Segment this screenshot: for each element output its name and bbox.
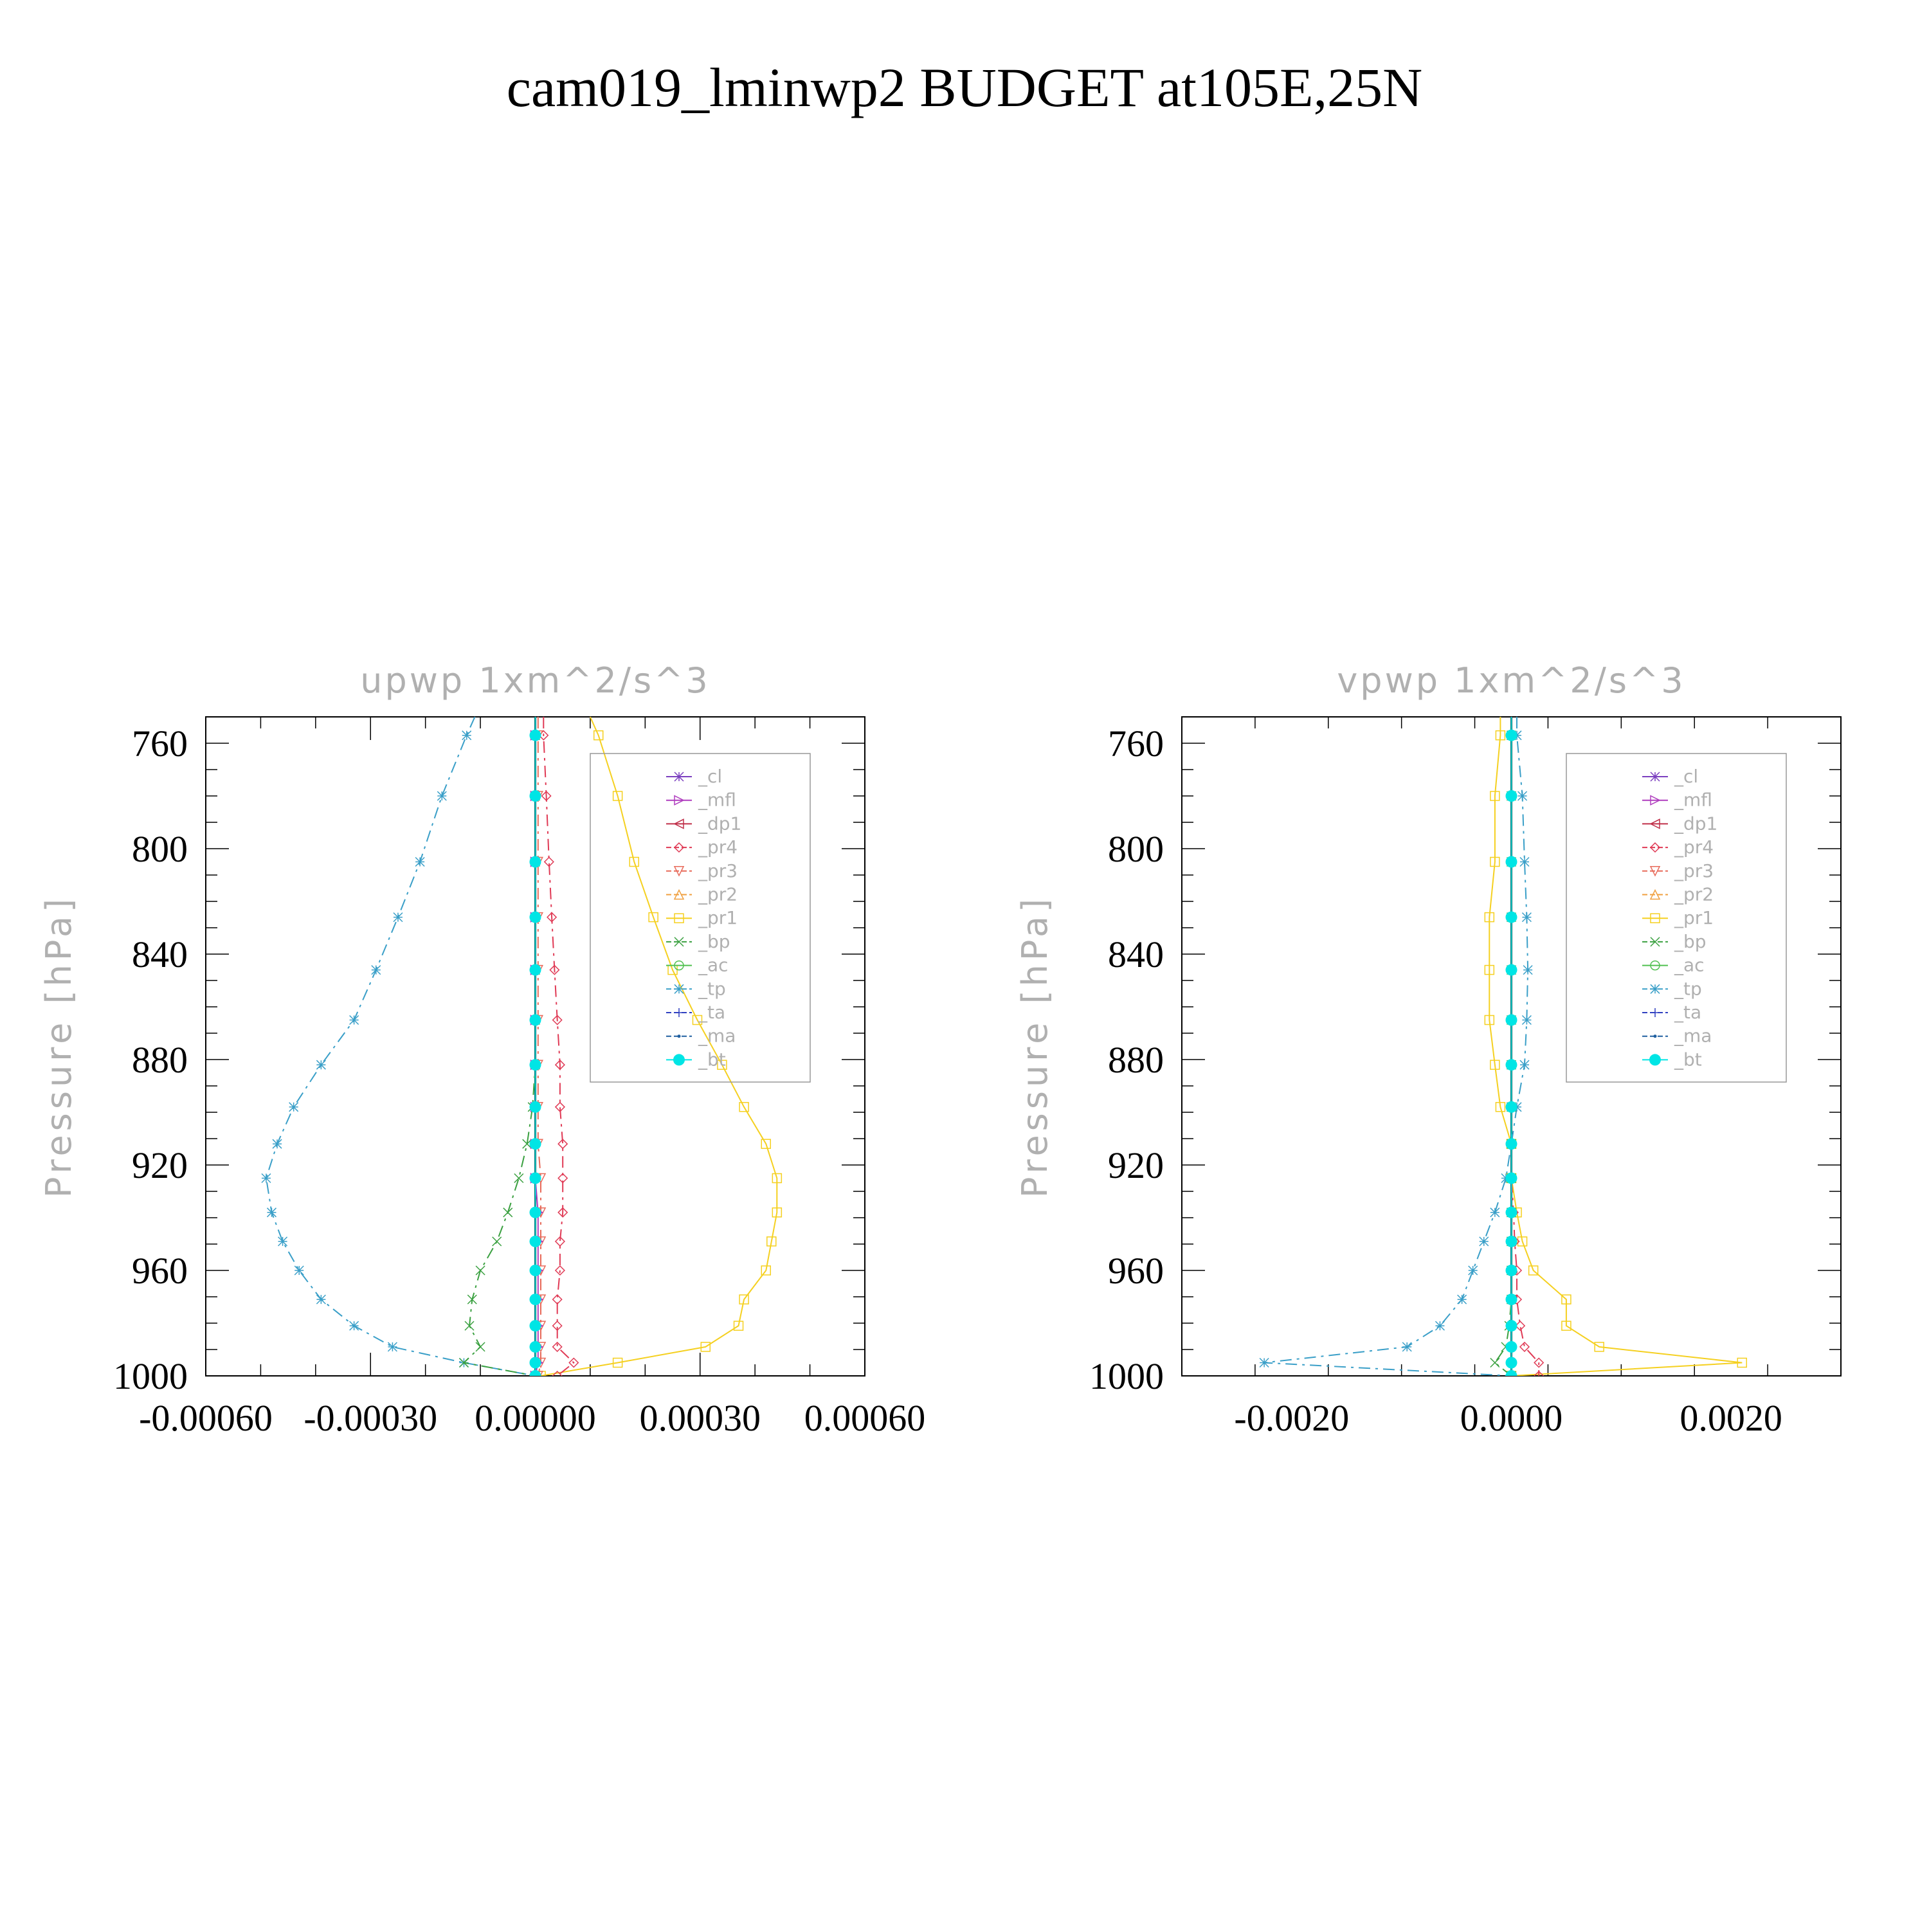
legend-label: _bt: [1674, 1049, 1702, 1070]
point_bt: [530, 1059, 541, 1070]
point_tp: [1260, 1359, 1269, 1368]
legend-label: _pr1: [1674, 907, 1714, 929]
legend-label: _dp1: [1674, 813, 1718, 835]
y-tick-label: 800: [1108, 828, 1164, 870]
y-axis-label: Pressure [hPa]: [1015, 894, 1055, 1198]
y-tick-label: 840: [1108, 934, 1164, 975]
x-tick-label: -0.00060: [139, 1397, 273, 1439]
y-tick-label: 1000: [113, 1355, 188, 1397]
x-tick-label: 0.00060: [804, 1397, 926, 1439]
legend-label: _ac: [1674, 954, 1705, 976]
point_bt: [530, 1101, 541, 1113]
point_tp: [273, 1139, 282, 1148]
y-tick-label: 920: [132, 1144, 188, 1186]
point_tp: [289, 1103, 298, 1112]
point_tp: [1435, 1321, 1444, 1330]
point_tp: [1522, 913, 1531, 922]
point_bt: [1506, 1294, 1517, 1305]
point_tp: [372, 966, 381, 975]
point_tp: [1518, 791, 1527, 800]
x-tick-label: 0.00030: [639, 1397, 761, 1439]
legend-label: _pr1: [698, 907, 738, 929]
point_tp: [1520, 1060, 1529, 1069]
legend-label: _ma: [698, 1025, 736, 1047]
point_tp: [394, 913, 403, 922]
point_bt: [1506, 912, 1517, 923]
point_bt: [530, 730, 541, 741]
y-tick-label: 840: [132, 934, 188, 975]
x-tick-label: 0.0000: [1460, 1397, 1563, 1439]
y-tick-label: 960: [1108, 1250, 1164, 1292]
point_bt: [1506, 964, 1517, 976]
point_tp: [1522, 1016, 1531, 1025]
legend-marker_bt: [673, 1054, 685, 1065]
legend-label: _pr3: [1674, 860, 1714, 881]
point_bt: [1506, 1236, 1517, 1247]
point_tp: [267, 1208, 276, 1217]
legend-label: _dp1: [698, 813, 742, 835]
legend-marker_ma: [1654, 1034, 1657, 1038]
legend-label: _pr2: [1674, 883, 1714, 905]
legend-marker_cl: [1651, 772, 1660, 781]
point_bt: [530, 1341, 541, 1353]
point_bt: [1506, 1138, 1517, 1150]
legend-label: _bp: [698, 930, 730, 952]
point_bt: [1506, 1015, 1517, 1026]
point_bt: [1506, 1320, 1517, 1332]
legend-label: _pr3: [698, 860, 738, 881]
point_bt: [530, 1320, 541, 1332]
x-tick-label: -0.00030: [303, 1397, 438, 1439]
point_tp: [1523, 966, 1532, 975]
point_bt: [530, 912, 541, 923]
legend-label: _ac: [698, 954, 729, 976]
legend-marker_cl: [675, 772, 684, 781]
point_tp: [1520, 858, 1529, 867]
legend-label: _mfl: [1674, 789, 1712, 811]
point_bt: [530, 964, 541, 976]
legend-marker_bt: [1649, 1054, 1661, 1065]
point_tp: [1402, 1342, 1411, 1351]
point_tp: [316, 1295, 325, 1304]
legend-label: _cl: [698, 766, 723, 787]
point_bt: [530, 790, 541, 802]
point_bt: [530, 1357, 541, 1369]
x-tick-label: 0.0020: [1680, 1397, 1782, 1439]
legend-label: _pr2: [698, 883, 738, 905]
point_tp: [278, 1237, 287, 1246]
legend-label: _ta: [1674, 1002, 1702, 1023]
legend-label: _tp: [698, 978, 726, 1000]
point_bt: [530, 1207, 541, 1218]
point_bt: [1506, 790, 1517, 802]
point_bt: [1506, 1341, 1517, 1353]
legend-label: _cl: [1674, 766, 1699, 787]
point_tp: [316, 1060, 325, 1069]
legend-label: _bp: [1674, 930, 1707, 952]
point_tp: [350, 1016, 359, 1025]
point_tp: [350, 1321, 359, 1330]
y-tick-label: 880: [132, 1039, 188, 1081]
y-tick-label: 880: [1108, 1039, 1164, 1081]
legend-marker_tp: [1651, 984, 1660, 993]
point_tp: [1480, 1237, 1489, 1246]
legend-label: _mfl: [698, 789, 736, 811]
point_bt: [530, 1173, 541, 1184]
point_bt: [530, 1138, 541, 1150]
point_bt: [530, 1294, 541, 1305]
legend-label: _pr4: [698, 836, 738, 858]
point_tp: [262, 1174, 271, 1183]
panel-title: upwp 1xm^2/s^3: [360, 660, 711, 701]
point_bt: [530, 1265, 541, 1276]
point_bt: [1506, 1357, 1517, 1369]
point_bt: [1506, 730, 1517, 741]
legend-label: _tp: [1674, 978, 1702, 1000]
y-tick-label: 800: [132, 828, 188, 870]
figure-title: cam019_lminwp2 BUDGET at105E,25N: [506, 57, 1423, 118]
legend-label: _ta: [698, 1002, 726, 1023]
point_bt: [1506, 1101, 1517, 1113]
point_tp: [462, 731, 471, 740]
point_tp: [1469, 1266, 1478, 1275]
point_bt: [1506, 856, 1517, 868]
point_bt: [1506, 1265, 1517, 1276]
legend-marker_ma: [678, 1034, 681, 1038]
point_bt: [530, 1015, 541, 1026]
point_bt: [530, 856, 541, 868]
point_bt: [1506, 1173, 1517, 1184]
y-tick-label: 760: [1108, 723, 1164, 764]
point_tp: [415, 858, 424, 867]
point_tp: [1458, 1295, 1467, 1304]
legend-label: _bt: [698, 1049, 726, 1070]
legend-marker_tp: [675, 984, 684, 993]
point_bt: [530, 1236, 541, 1247]
legend-label: _pr4: [1674, 836, 1714, 858]
y-tick-label: 960: [132, 1250, 188, 1292]
x-tick-label: -0.0020: [1234, 1397, 1350, 1439]
y-axis-label: Pressure [hPa]: [39, 894, 79, 1198]
point_tp: [437, 791, 446, 800]
y-tick-label: 760: [132, 723, 188, 764]
point_tp: [294, 1266, 303, 1275]
point_bt: [1506, 1059, 1517, 1070]
panel-title: vpwp 1xm^2/s^3: [1337, 660, 1686, 701]
point_bt: [1506, 1207, 1517, 1218]
x-tick-label: 0.00000: [475, 1397, 596, 1439]
legend-label: _ma: [1674, 1025, 1712, 1047]
y-tick-label: 1000: [1089, 1355, 1164, 1397]
point_tp: [1490, 1208, 1499, 1217]
y-tick-label: 920: [1108, 1144, 1164, 1186]
point_tp: [388, 1342, 397, 1351]
